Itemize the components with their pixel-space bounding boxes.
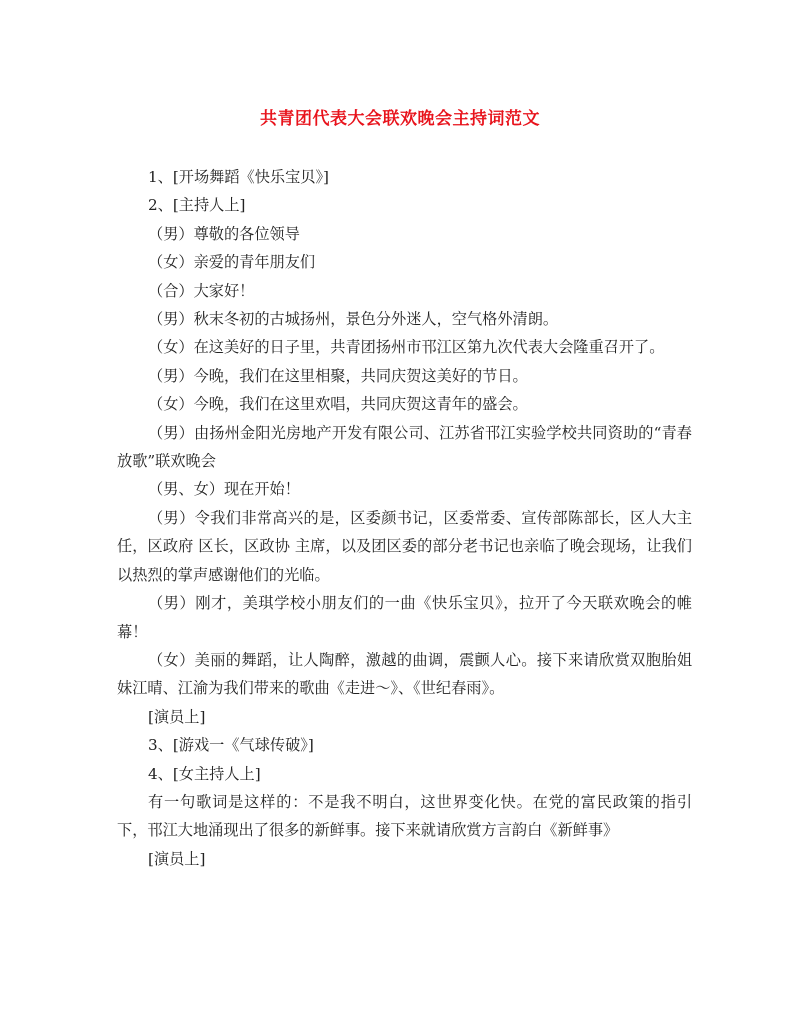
paragraph-dialogue: （合）大家好！ (148, 281, 255, 300)
paragraph-item-4: 4、[女主持人上] (148, 764, 261, 783)
paragraph-dialogue: （男、女）现在开始！ (148, 480, 300, 499)
paragraph-dialogue: （男）秋末冬初的古城扬州，景色分外迷人，空气格外清朗。 (148, 310, 559, 329)
paragraph-dialogue: 有一句歌词是这样的：不是我不明白，这世界变化快。在党的富民政策的指引下，邗江大地涌现出了很多的新鲜事。接下来就请欣赏方言韵白《新鲜事》 (117, 792, 692, 840)
paragraph-dialogue: （女）在这美好的日子里，共青团扬州市邗江区第九次代表大会隆重召开了。 (148, 338, 665, 357)
document-body (117, 163, 692, 873)
paragraph-dialogue: （女）今晚，我们在这里欢唱，共同庆贺这青年的盛会。 (148, 395, 528, 414)
paragraph-stage-direction: [演员上] (148, 707, 206, 726)
paragraph-dialogue: （女）美丽的舞蹈，让人陶醉，激越的曲调，震颤人心。接下来请欣赏双胞胎姐妹江晴、江渝为我们带来的歌曲《走进～》、《世纪春雨》。 (117, 650, 692, 698)
paragraph-item-1: 1、[开场舞蹈《快乐宝贝》] (148, 168, 329, 186)
paragraph-dialogue: （男）令我们非常高兴的是，区委颜书记，区委常委、宣传部陈部长，区人大主任，区政府 区长，区政协 主席，以及团区委的部分老书记也亲临了晚会现场，让我们以热烈的掌声感谢他们的光临。 (117, 508, 692, 584)
paragraph-stage-direction: [演员上] (148, 849, 206, 868)
paragraph-item-2: 2、[主持人上] (148, 196, 246, 215)
paragraph-dialogue: （女）亲爱的青年朋友们 (148, 253, 316, 272)
paragraph-dialogue: （男）今晚，我们在这里相聚，共同庆贺这美好的节日。 (148, 366, 528, 385)
paragraph-dialogue: （男）尊敬的各位领导 (148, 224, 300, 243)
paragraph-item-3: 3、[游戏一《气球传破》] (148, 736, 314, 755)
paragraph-dialogue: （男）由扬州金阳光房地产开发有限公司、江苏省邗江实验学校共同资助的“青春放歌”联欢晚会 (117, 423, 692, 471)
document-title: 共青团代表大会联欢晚会主持词范文 (260, 109, 540, 129)
paragraph-dialogue: （男）刚才，美琪学校小朋友们的一曲《快乐宝贝》，拉开了今天联欢晚会的帷幕！ (117, 594, 692, 641)
